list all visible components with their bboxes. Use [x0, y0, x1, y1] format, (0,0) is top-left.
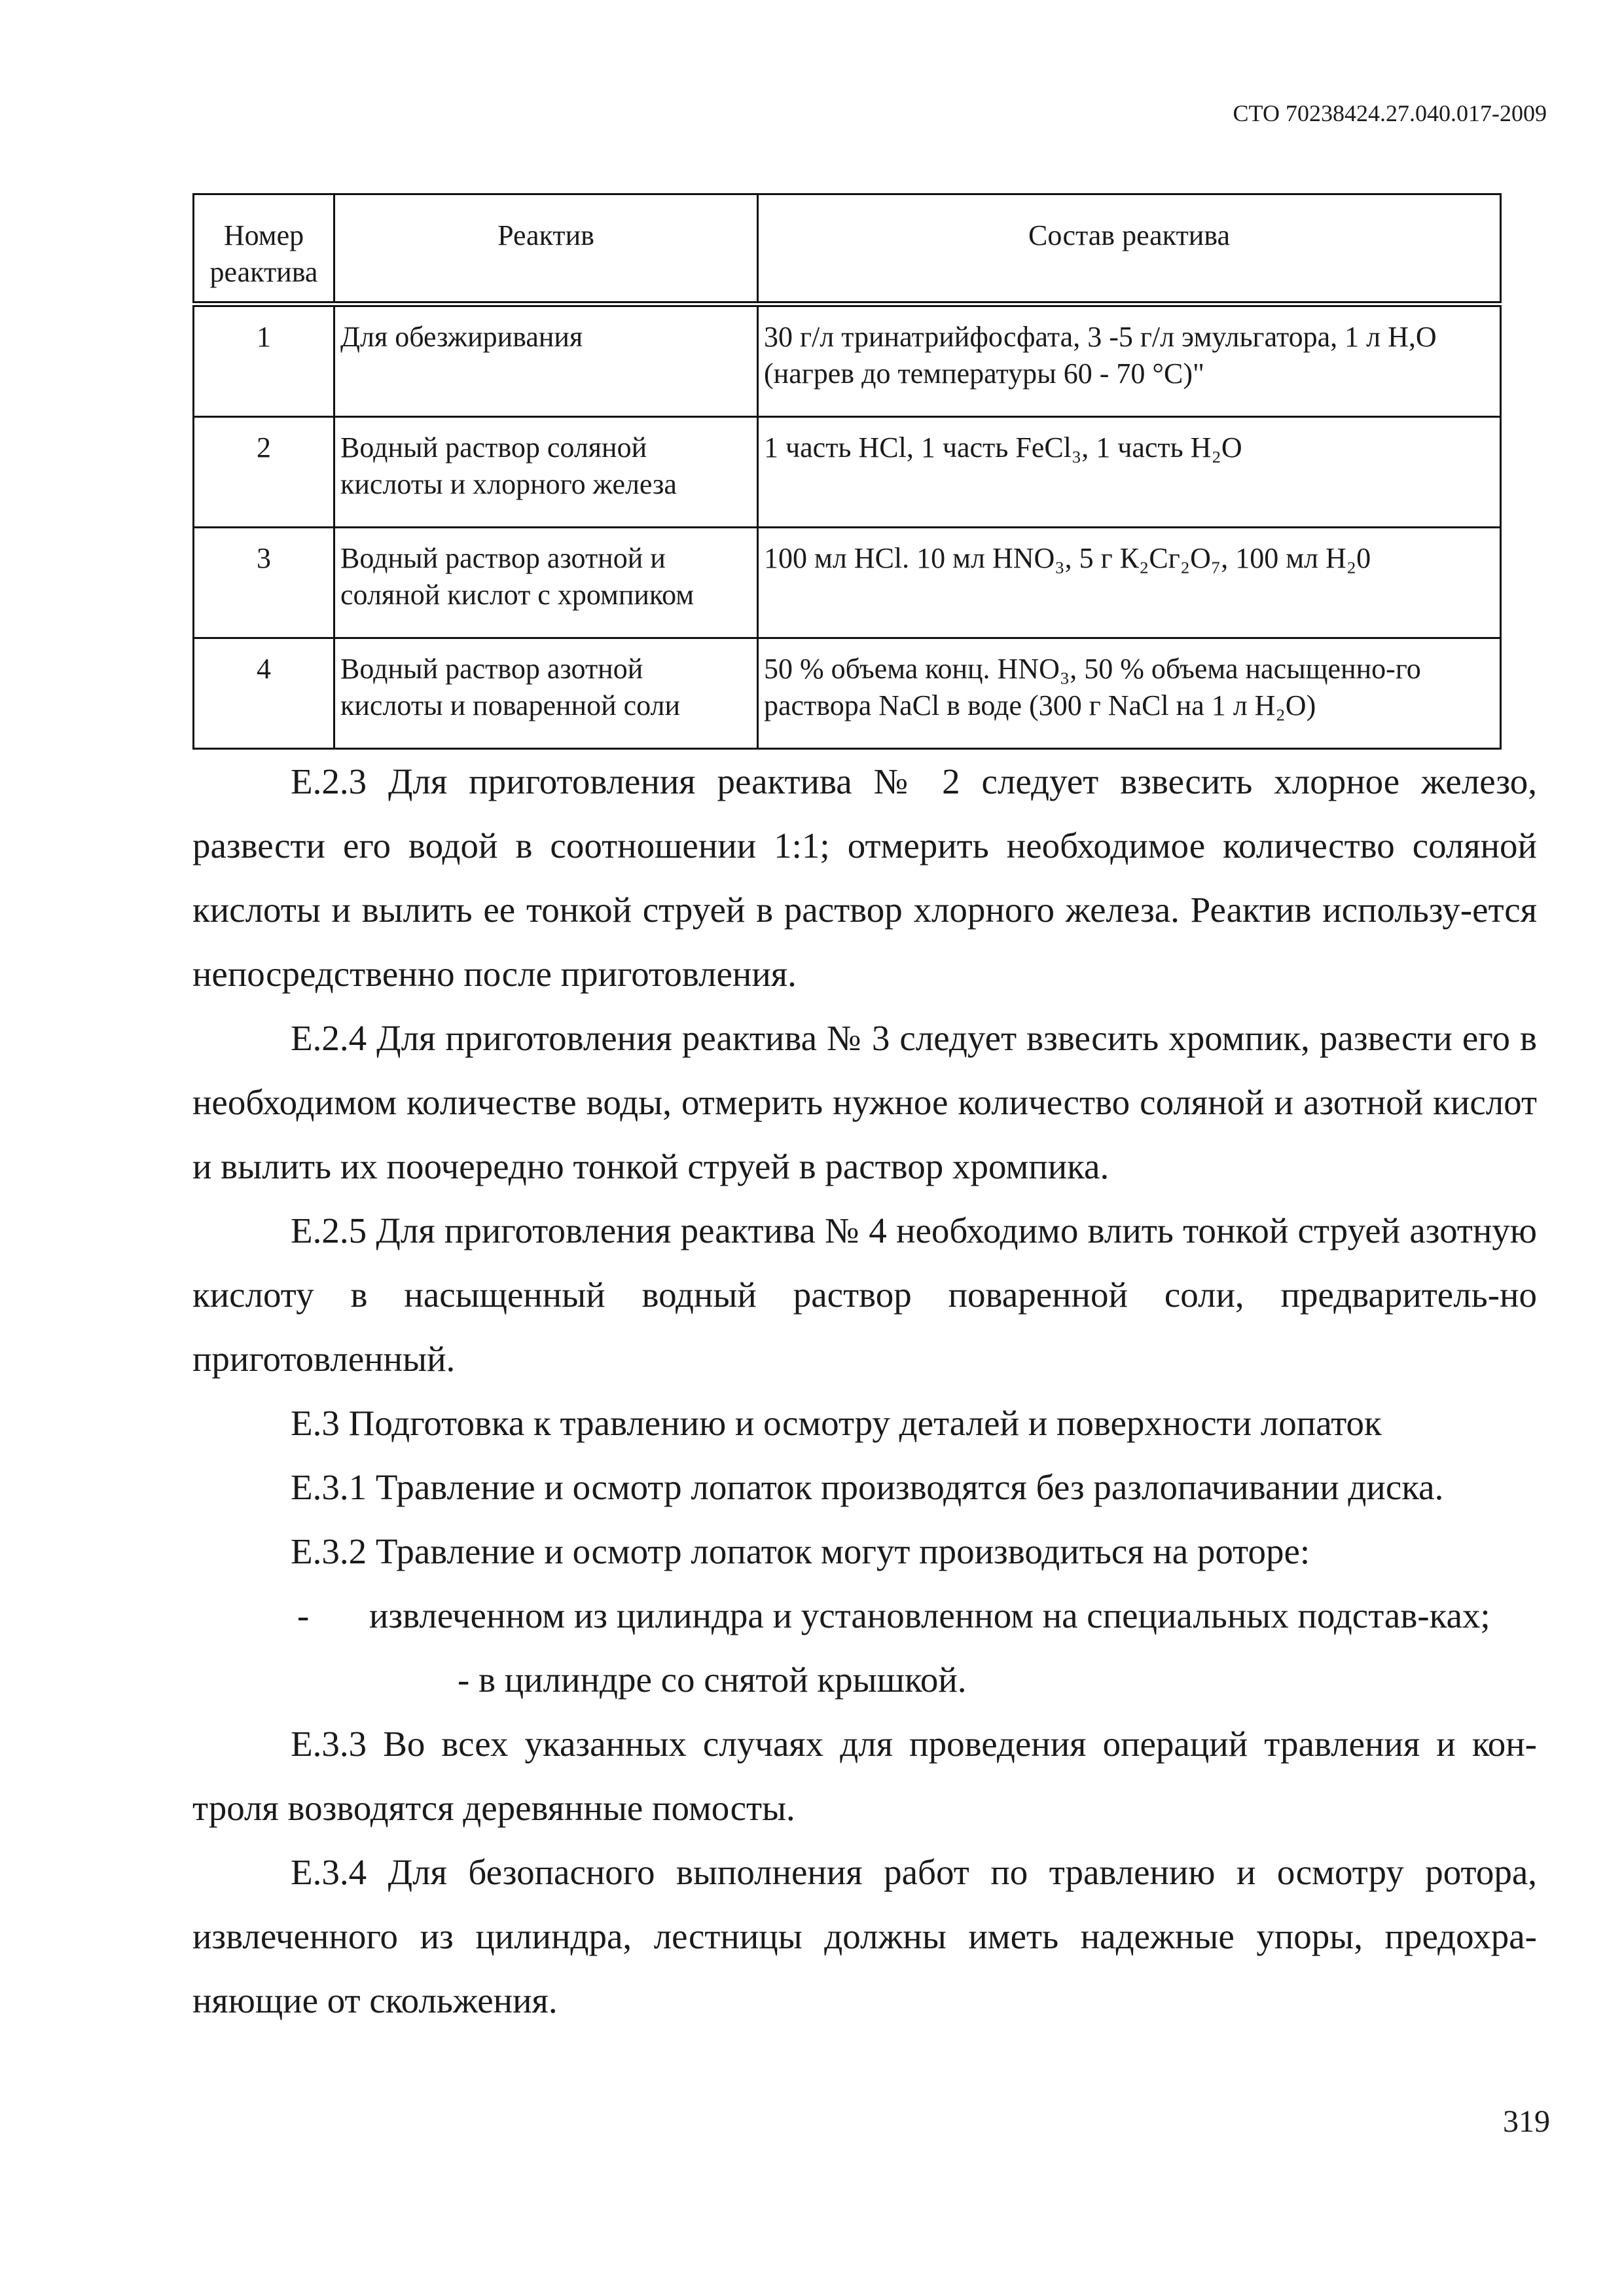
reagent-number: 1: [194, 304, 334, 417]
column-header-number: Номер реактива: [194, 194, 334, 304]
paragraph-e-3-2: Е.3.2 Травление и осмотр лопаток могут производиться на роторе:: [291, 1531, 1310, 1571]
reagent-composition: 100 мл HCl. 10 мл HNO₃, 5 г К₂Сг₂О₇, 100 мл Н₂0: [758, 528, 1501, 638]
list-item-text: извлеченном из цилиндра и установленном на специальных подстав-ках;: [369, 1595, 1490, 1635]
paragraph-e-2-3: Е.2.3 Для приготовления реактива № 2 следует взвесить хлорное железо, развести его водой в соотношении 1:1; отмерить необходимое количество соляной кислоты и вылить ее тонкой струей в раствор хлорного железа. Реактив использу-ется непосредственно после приготовления.: [192, 761, 1537, 994]
list-item: [192, 1648, 1537, 1712]
paragraph-e-2-4: Е.2.4 Для приготовления реактива № 3 следует взвесить хромпик, развести его в необходимом количестве воды, отмерить нужное количество соляной и азотной кислот и вылить их поочередно тонкой струей в раствор хромпика.: [192, 1018, 1537, 1186]
reagent-name: Водный раствор соляной кислоты и хлорного железа: [334, 417, 758, 528]
section-heading-e-3: Е.3 Подготовка к травлению и осмотру деталей и поверхности лопаток: [291, 1403, 1382, 1443]
document-code: СТО 70238424.27.040.017-2009: [1233, 100, 1547, 126]
table-row: [194, 304, 1501, 417]
list-item: [192, 1584, 1537, 1648]
paragraph-e-3-4: Е.3.4 Для безопасного выполнения работ по травлению и осмотру ротора, извлеченного из цилиндра, лестницы должны иметь надежные упоры, предохра-няющие от скольжения.: [192, 1852, 1537, 2020]
page-number: 319: [1503, 2104, 1550, 2139]
reagent-composition: 30 г/л тринатрийфосфата, 3 -5 г/л эмульгатора, 1 л Н,О (нагрев до температуры 60 - 70 °С)": [758, 304, 1501, 417]
paragraph-e-2-5: Е.2.5 Для приготовления реактива № 4 необходимо влить тонкой струей азотную кислоту в насыщенный водный раствор поваренной соли, предваритель-но приготовленный.: [192, 1211, 1537, 1379]
paragraph-e-3-3: Е.3.3 Во всех указанных случаях для проведения операций травления и кон-троля возводятся деревянные помосты.: [192, 1724, 1537, 1828]
reagent-composition: 1 часть HCl, 1 часть FeCl₃, 1 часть H₂O: [758, 417, 1501, 528]
reagent-name: Водный раствор азотной кислоты и поваренной соли: [334, 638, 758, 749]
reagent-name: Водный раствор азотной и соляной кислот с хромпиком: [334, 528, 758, 638]
list-marker: -: [297, 1595, 310, 1635]
table-row: [194, 417, 1501, 528]
table-row: [194, 528, 1501, 638]
reagent-number: 3: [194, 528, 334, 638]
column-header-reagent: Реактив: [334, 194, 758, 304]
reagent-name: Для обезжиривания: [334, 304, 758, 417]
reagent-composition: 50 % объема конц. HNO₃, 50 % объема насыщенно-го раствора NaCl в воде (300 г NaCl на 1 л H₂O): [758, 638, 1501, 749]
table-row: [194, 638, 1501, 749]
paragraph-e-3-1: Е.3.1 Травление и осмотр лопаток производятся без разлопачивании диска.: [291, 1467, 1444, 1507]
reagent-number: 2: [194, 417, 334, 528]
list-marker: -: [458, 1660, 470, 1700]
column-header-composition: Состав реактива: [758, 194, 1501, 304]
list-item-text: в цилиндре со снятой крышкой.: [478, 1660, 967, 1700]
reagents-table: [192, 193, 1502, 750]
document-body: [192, 750, 1537, 2033]
reagent-number: 4: [194, 638, 334, 749]
table-header-row: [194, 194, 1501, 304]
